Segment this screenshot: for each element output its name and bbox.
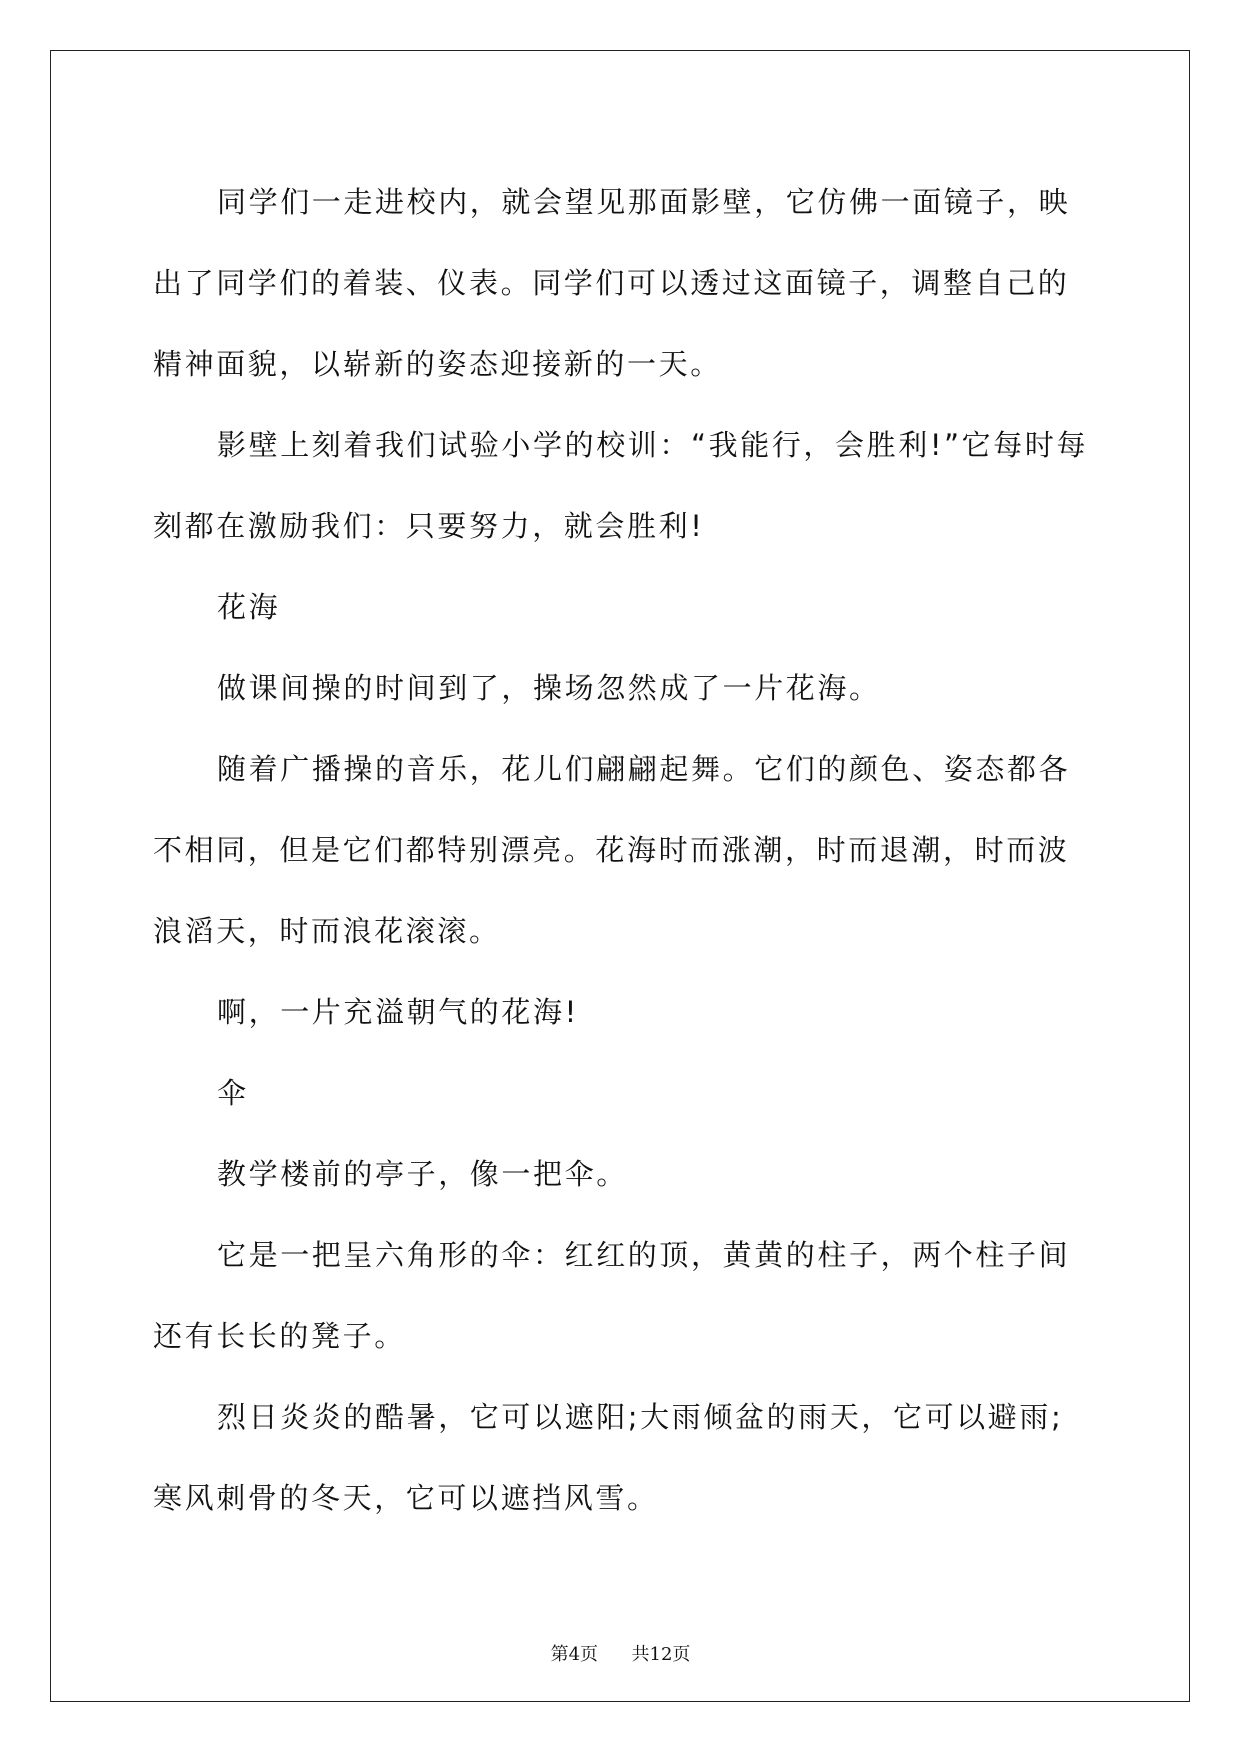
paragraph-dancing-flowers: 随着广播操的音乐，花儿们翩翩起舞。它们的颜色、姿态都各不相同，但是它们都特别漂亮。花海时而涨潮，时而退潮，时而波浪滔天，时而浪花滚滚。	[153, 752, 1071, 948]
page-number: 第4页	[550, 1644, 599, 1665]
paragraph-school-motto: 影壁上刻着我们试验小学的校训：“我能行，会胜利!”它每时每刻都在激励我们：只要努力，就会胜利!	[153, 428, 1089, 543]
section-heading-flower-sea: 花海	[217, 590, 281, 624]
paragraph-hexagon-umbrella: 它是一把呈六角形的伞：红红的顶，黄黄的柱子，两个柱子间还有长长的凳子。	[153, 1238, 1071, 1353]
page-footer	[0, 1640, 1241, 1666]
paragraph-mirror-wall: 同学们一走进校内，就会望见那面影壁，它仿佛一面镜子，映出了同学们的着装、仪表。同学们可以透过这面镜子，调整自己的精神面貌，以崭新的姿态迎接新的一天。	[153, 185, 1071, 381]
paragraph-exercise-time: 做课间操的时间到了，操场忽然成了一片花海。	[217, 671, 881, 705]
document-body	[153, 162, 1089, 1539]
paragraph-shelter: 烈日炎炎的酷暑，它可以遮阳;大雨倾盆的雨天，它可以避雨;寒风刺骨的冬天，它可以遮挡风雪。	[153, 1400, 1064, 1515]
paragraph-pavilion: 教学楼前的亭子，像一把伞。	[217, 1157, 628, 1191]
section-heading-umbrella: 伞	[217, 1076, 249, 1110]
page-total: 共12页	[631, 1644, 691, 1665]
paragraph-flower-sea-exclaim: 啊，一片充溢朝气的花海!	[217, 995, 579, 1029]
